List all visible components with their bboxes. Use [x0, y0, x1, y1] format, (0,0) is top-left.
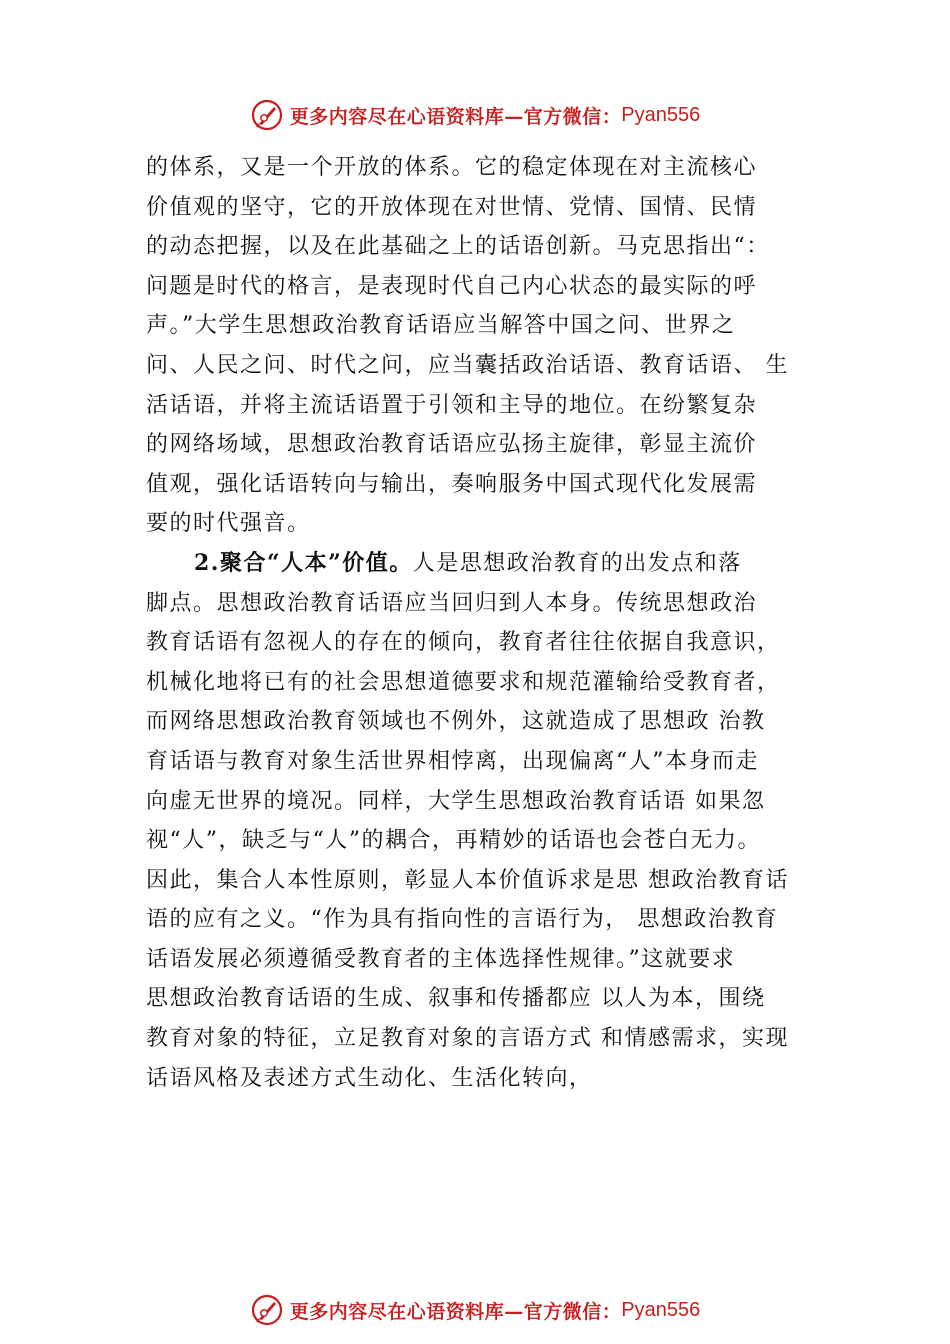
banner-text: 更多内容尽在心语资料库—官方微信：: [289, 105, 622, 128]
text-line: 向虚无世界的境况。同样，大学生思想政治教育话语 如果忽: [146, 788, 766, 814]
text-line: 思想政治教育话语的生成、叙事和传播都应 以人为本，围绕: [146, 986, 766, 1012]
text-line: 脚点。思想政治教育话语应当回归到人本身。传统思想政治: [146, 590, 758, 616]
text-line: 因此，集合人本性原则，彰显人本价值诉求是思 想政治教育话: [146, 867, 789, 893]
quill-pen-icon: [250, 98, 284, 132]
header-banner: [0, 95, 950, 135]
text-line: 活话语，并将主流话语置于引领和主导的地位。在纷繁复杂: [146, 392, 758, 418]
text-line: 语的应有之义。“作为具有指向性的言语行为， 思想政治教育: [146, 907, 779, 933]
text-line: 的体系，又是一个开放的体系。它的稳定体现在对主流核心: [146, 155, 758, 180]
text-line: 问题是时代的格言，是表现时代自己内心状态的最实际的呼: [146, 273, 758, 299]
text-line: 声。”大学生思想政治教育话语应当解答中国之问、世界之: [146, 313, 736, 339]
text-line: 视“人”，缺乏与“人”的耦合，再精妙的话语也会苍白无力。: [146, 828, 761, 854]
banner-text: 更多内容尽在心语资料库—官方微信：: [289, 1300, 622, 1323]
text-line: 问、人民之问、时代之问，应当囊括政治话语、教育话语、 生: [146, 352, 789, 378]
section-heading: 2.聚合“人本”价值。: [194, 549, 413, 576]
paragraph-1: [146, 148, 846, 544]
text-line: 的网络场域，思想政治教育话语应弘扬主旋律，彰显主流价: [146, 432, 758, 458]
text-line: 话语风格及表述方式生动化、生活化转向，: [146, 1065, 593, 1091]
banner-contact: Pyan556: [621, 103, 701, 126]
text-line: 教育对象的特征，立足教育对象的言语方式 和情感需求，实现: [146, 1026, 789, 1052]
paragraph-2-first-line: [146, 544, 846, 584]
text-line: 机械化地将已有的社会思想道德要求和规范灌输给受教育者，: [146, 669, 781, 695]
text-line: 教育话语有忽视人的存在的倾向，教育者往往依据自我意识，: [146, 630, 781, 656]
text-line: 价值观的坚守，它的开放体现在对世情、党情、国情、民情: [146, 194, 758, 220]
document-body: [146, 148, 846, 1098]
text-line: 育话语与教育对象生活世界相悖离，出现偏离“人”本身而走: [146, 748, 759, 774]
text-line: 话语发展必须遵循受教育者的主体选择性规律。”这就要求: [146, 946, 736, 972]
text-line: 要的时代强音。: [146, 511, 311, 537]
text-line: 而网络思想政治教育领域也不例外，这就造成了思想政 治教: [146, 709, 766, 735]
footer-banner: [0, 1290, 950, 1330]
banner-contact: Pyan556: [621, 1298, 701, 1321]
text-span: 人是思想政治教育的出发点和落: [412, 550, 742, 576]
paragraph-2: [146, 544, 846, 1098]
text-line: 值观，强化话语转向与输出，奏响服务中国式现代化发展需: [146, 471, 758, 497]
quill-pen-icon: [250, 1293, 284, 1327]
text-line: 的动态把握，以及在此基础之上的话语创新。马克思指出“：: [146, 234, 770, 260]
